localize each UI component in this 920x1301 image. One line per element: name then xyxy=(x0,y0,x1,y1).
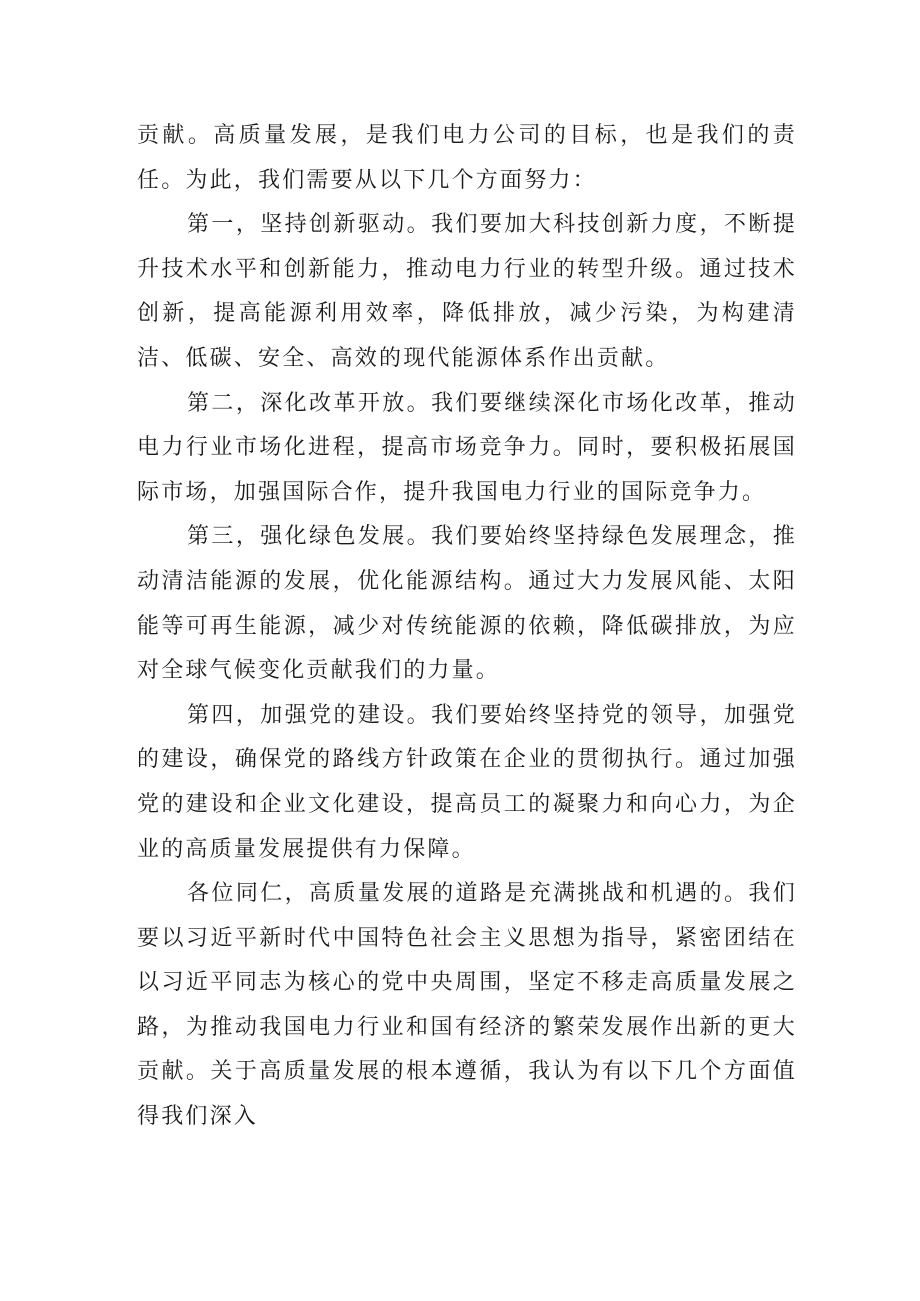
paragraph-4: 第三，强化绿色发展。我们要始终坚持绿色发展理念，推动清洁能源的发展，优化能源结构。通过大力发展风能、太阳能等可再生能源，减少对传统能源的依赖，降低碳排放，为应对全球气候变化贡献我们的力量。 xyxy=(137,524,797,684)
paragraph-5: 第四，加强党的建设。我们要始终坚持党的领导，加强党的建设，确保党的路线方针政策在企业的贯彻执行。通过加强党的建设和企业文化建设，提高员工的凝聚力和向心力，为企业的高质量发展提供有力保障。 xyxy=(137,702,797,862)
paragraph-3: 第二，深化改革开放。我们要继续深化市场化改革，推动电力行业市场化进程，提高市场竞争力。同时，要积极拓展国际市场，加强国际合作，提升我国电力行业的国际竞争力。 xyxy=(137,390,797,505)
paragraph-2: 第一，坚持创新驱动。我们要加大科技创新力度，不断提升技术水平和创新能力，推动电力行业的转型升级。通过技术创新，提高能源利用效率，降低排放，减少污染，为构建清洁、低碳、安全、高效的现代能源体系作出贡献。 xyxy=(137,212,797,371)
paragraph-6: 各位同仁，高质量发展的道路是充满挑战和机遇的。我们要以习近平新时代中国特色社会主义思想为指导，紧密团结在以习近平同志为核心的党中央周围，坚定不移走高质量发展之路，为推动我国电力行业和国有经济的繁荣发展作出新的更大贡献。关于高质量发展的根本遵循，我认为有以下几个方面值得我们深入 xyxy=(137,881,797,1130)
document-body xyxy=(137,114,797,1140)
paragraph-1: 贡献。高质量发展，是我们电力公司的目标，也是我们的责任。为此，我们需要从以下几个方面努力： xyxy=(137,123,797,193)
